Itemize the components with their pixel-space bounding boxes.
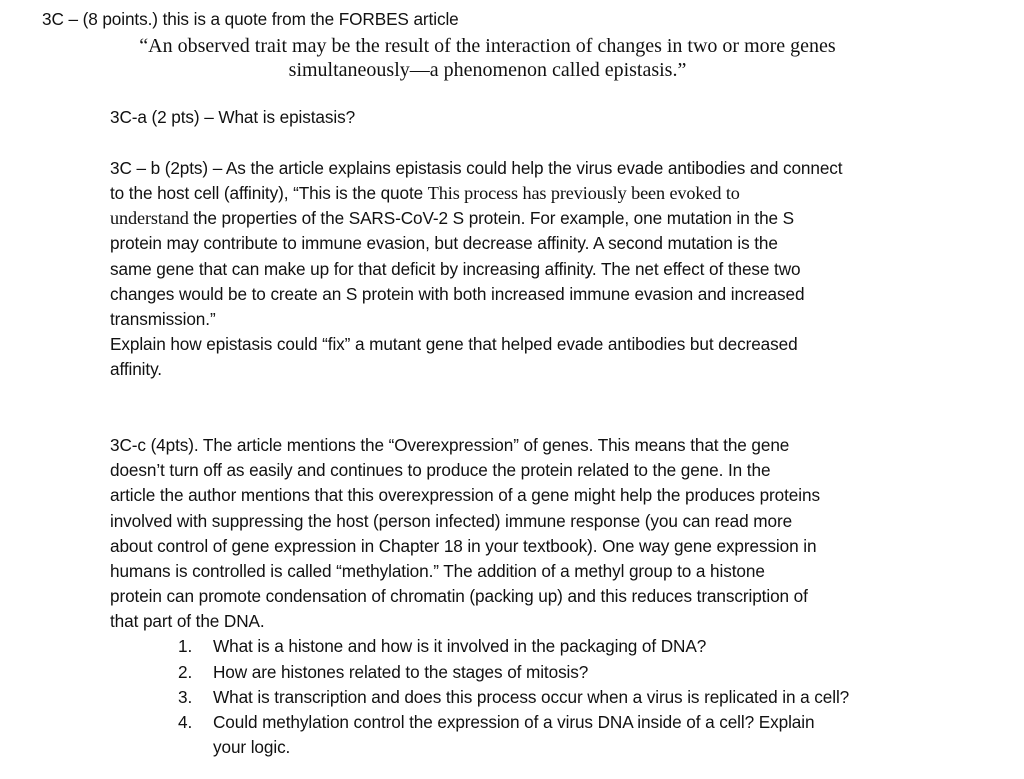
list-item-1-text: What is a histone and how is it involved in the packaging of DNA? bbox=[213, 636, 707, 656]
list-item-2-text: How are histones related to the stages of mitosis? bbox=[213, 662, 589, 682]
quote-line-2: simultaneously—a phenomenon called epistasis.” bbox=[288, 59, 687, 81]
question-3c-c-line-1: 3C-c (4pts). The article mentions the “Overexpression” of genes. This means that the gene bbox=[110, 435, 790, 455]
quote-line-1: “An observed trait may be the result of the interaction of changes in two or more genes bbox=[139, 35, 836, 57]
section-title: 3C – (8 points.) this is a quote from the FORBES article bbox=[42, 9, 459, 29]
list-item-4-text-continued: your logic. bbox=[213, 737, 291, 757]
question-3c-c-line-5: about control of gene expression in Chapter 18 in your textbook). One way gene expression in bbox=[110, 536, 817, 556]
question-3c-b-line-3 bbox=[110, 206, 794, 231]
question-3c-b-line-2 bbox=[110, 181, 740, 206]
list-item-3-text: What is transcription and does this process occur when a virus is replicated in a cell? bbox=[213, 687, 850, 707]
question-3c-c-line-2: doesn’t turn off as easily and continues to produce the protein related to the gene. In the bbox=[110, 460, 771, 480]
question-3c-b-line-5: same gene that can make up for that deficit by increasing affinity. The net effect of these two bbox=[110, 259, 801, 279]
question-3c-b-line-4: protein may contribute to immune evasion, but decrease affinity. A second mutation is the bbox=[110, 233, 778, 253]
question-3c-a: 3C-a (2 pts) – What is epistasis? bbox=[110, 107, 356, 127]
list-item-1-number: 1. bbox=[178, 636, 193, 656]
question-3c-b-line-6: changes would be to create an S protein with both increased immune evasion and increased bbox=[110, 284, 805, 304]
list-item-4-text: Could methylation control the expression of a virus DNA inside of a cell? Explain bbox=[213, 712, 815, 732]
list-item-2-number: 2. bbox=[178, 662, 193, 682]
list-item-3-number: 3. bbox=[178, 687, 193, 707]
question-3c-b-line-3-sans: the properties of the SARS-CoV-2 S protein. For example, one mutation in the S bbox=[193, 208, 795, 228]
question-3c-c-line-4: involved with suppressing the host (person infected) immune response (you can read more bbox=[110, 511, 793, 531]
list-item-4-number: 4. bbox=[178, 712, 193, 732]
question-3c-c-line-8: that part of the DNA. bbox=[110, 611, 265, 631]
question-3c-b-line-7: transmission.” bbox=[110, 309, 216, 329]
question-3c-b-line-9: affinity. bbox=[110, 359, 162, 379]
question-3c-c-line-3: article the author mentions that this overexpression of a gene might help the produces proteins bbox=[110, 485, 820, 505]
question-3c-c-line-7: protein can promote condensation of chromatin (packing up) and this reduces transcription of bbox=[110, 586, 808, 606]
question-3c-b-line-2-serif: This process has previously been evoked to bbox=[427, 183, 740, 203]
question-3c-c-line-6: humans is controlled is called “methylation.” The addition of a methyl group to a histone bbox=[110, 561, 765, 581]
question-3c-b-line-2-sans: to the host cell (affinity), “This is the quote bbox=[110, 183, 428, 203]
question-3c-b-line-8: Explain how epistasis could “fix” a mutant gene that helped evade antibodies but decreased bbox=[110, 334, 798, 354]
question-3c-b-line-3-serif: understand bbox=[110, 208, 194, 228]
question-3c-b-line-1: 3C – b (2pts) – As the article explains epistasis could help the virus evade antibodies and connect bbox=[110, 158, 843, 178]
